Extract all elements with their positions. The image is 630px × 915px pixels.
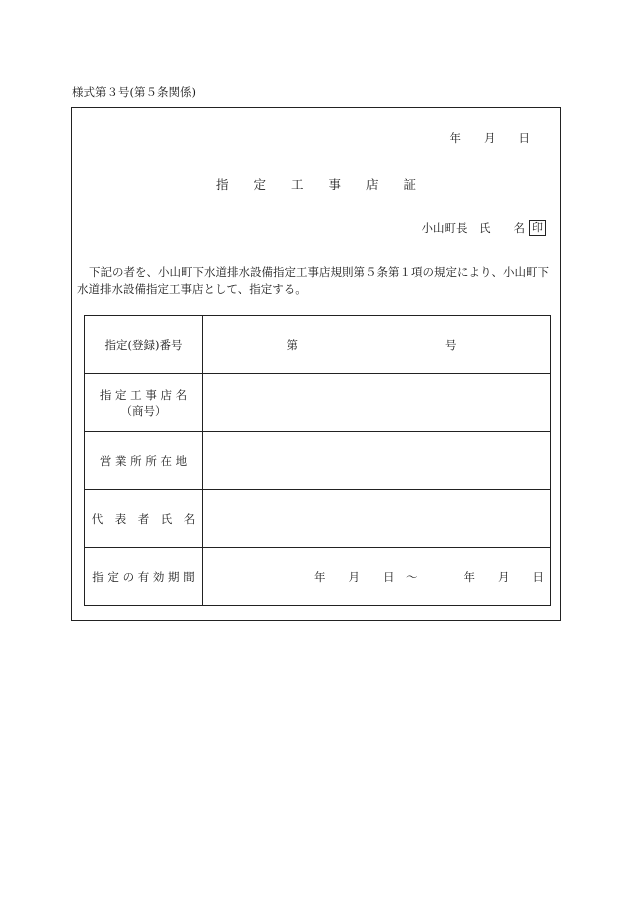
table-row — [85, 490, 551, 548]
contractor-name-cell — [203, 374, 551, 432]
issuer-line — [422, 220, 547, 236]
row-label: 指 定 の 有 効 期 間 — [85, 548, 203, 606]
office-address-cell — [203, 432, 551, 490]
registration-suffix: 号 — [445, 337, 457, 352]
issuer-name: 小山町長 氏 名 — [421, 221, 525, 235]
certificate-statement: 下記の者を、小山町下水道排水設備指定工事店規則第５条第１項の規定により、小山町下水道排水設備指定工事店として、指定する。 — [77, 265, 549, 296]
form-number: 様式第３号(第５条関係) — [72, 85, 196, 99]
table-row — [85, 374, 551, 432]
certificate-details-table — [84, 315, 551, 606]
validity-period: 年 月 日 ～ 年 月 日 — [314, 569, 544, 584]
table-row — [85, 316, 551, 374]
row-label: 営 業 所 所 在 地 — [85, 432, 203, 490]
representative-name-cell — [203, 490, 551, 548]
certificate-frame — [71, 107, 561, 621]
table-row — [85, 548, 551, 606]
table-row — [85, 432, 551, 490]
row-label: 指定(登録)番号 — [85, 316, 203, 374]
registration-number-cell — [203, 316, 551, 374]
registration-prefix: 第 — [286, 337, 298, 352]
validity-period-cell — [203, 548, 551, 606]
row-label: 指 定 工 事 店 名 （商号） — [85, 374, 203, 432]
seal-mark: 印 — [529, 220, 546, 236]
row-label: 代 表 者 氏 名 — [85, 490, 203, 548]
certificate-title: 指 定 工 事 店 証 — [215, 177, 416, 192]
issue-date: 年 月 日 — [449, 131, 530, 145]
